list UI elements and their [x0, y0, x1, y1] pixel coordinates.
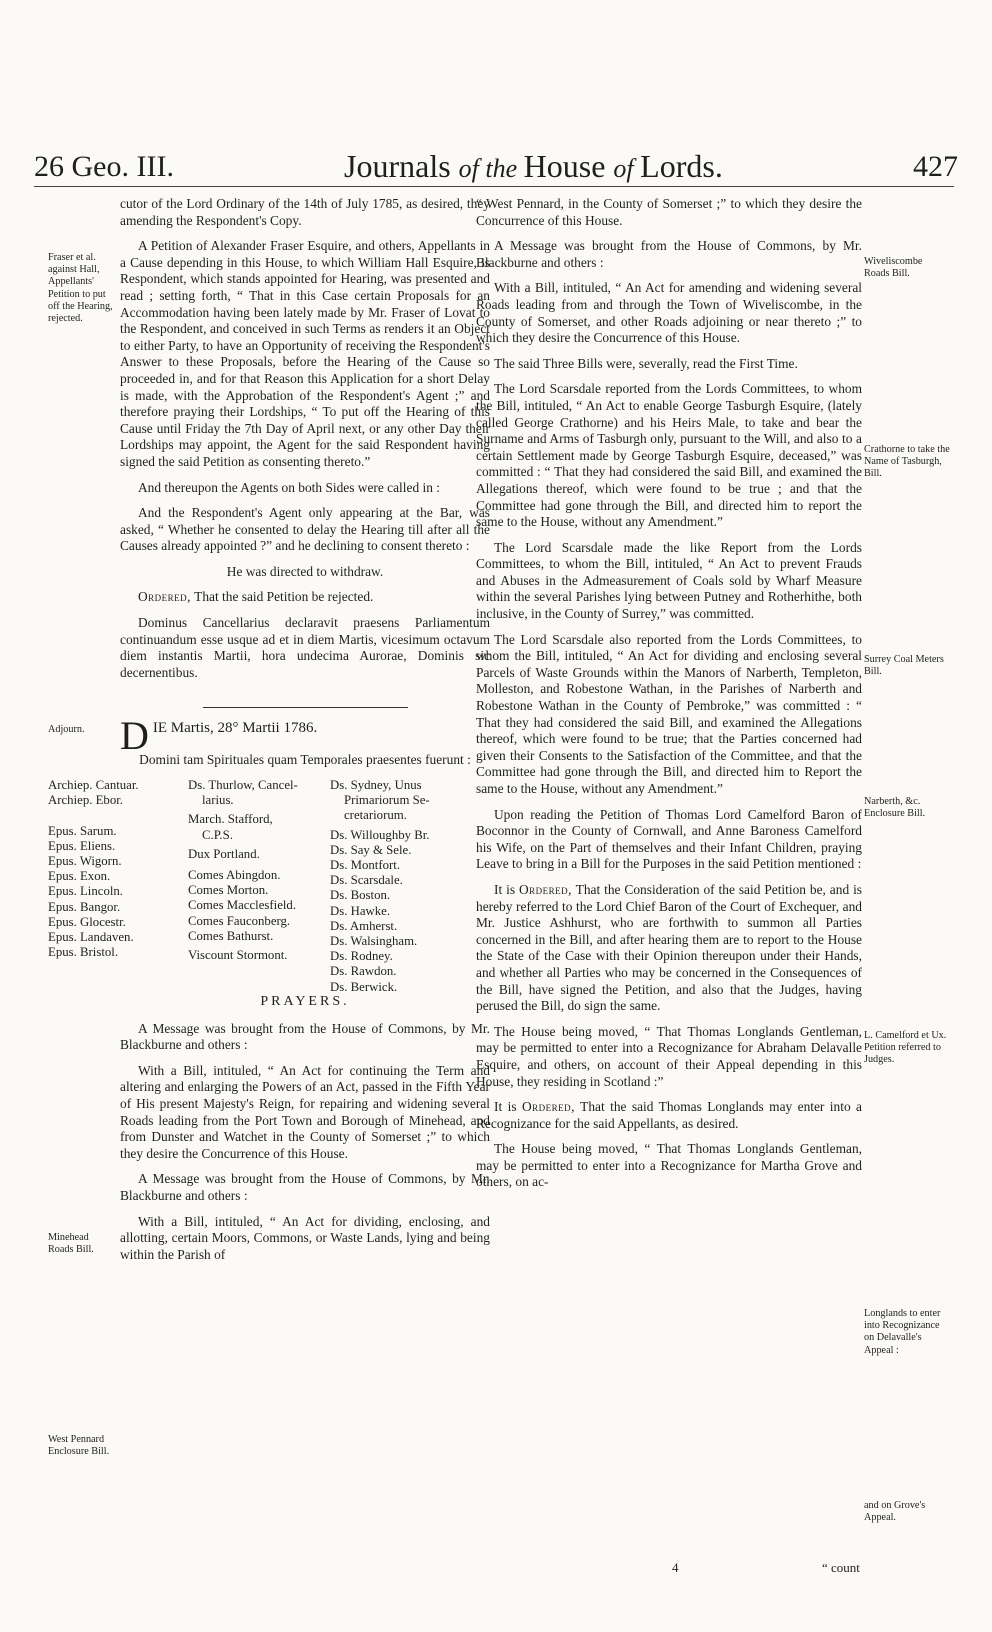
member: Primariorum Se-: [344, 793, 430, 808]
narberth-report: The Lord Scarsdale also reported from the Lords Committees, to whom the Bill, intituled, “ An Act for dividing and enclosing several Parcels of Waste Grounds within the Manors of Narberth, Templeton, Molleston, and Robestone Wathan, in the Parishes of Narberth and Robestone Wathan in the County of Pembroke,” was committed : “ That they had considered the said Bill, and examined the Allegations thereof, which were found to be true; that the Parties concerned had given their Consents to the Satisfaction of the Committee, and that the Committee had gone through the Bill, and directed him to Report the same to the House, without any Amendment.”: [476, 631, 862, 796]
pennard-bill: With a Bill, intituled, “ An Act for dividing, enclosing, and allotting, certain Moors, Commons, or Waste Lands, lying and being within the Parish of: [120, 1213, 490, 1262]
agent-asked: And the Respondent's Agent only appearing at the Bar, was asked, “ Whether he consented to delay the Hearing till after all the Causes already appointed ?” and he declining to consent thereto :: [120, 505, 490, 554]
margin-note-grove: and on Grove's Appeal.: [864, 1500, 926, 1524]
member: Comes Abingdon.: [188, 868, 281, 883]
member: Ds. Rodney.: [330, 949, 393, 964]
coal-report: The Lord Scarsdale made the like Report from the Lords Committees, to whom the Bill, intituled, “ An Act to prevent Frauds and Abuses in the Admeasurement of Coals sold by Wharf Measure within the several Parishes lying between Putney and Rotherhithe, both inclusive, in the County of Surrey,” was committed.: [476, 539, 862, 622]
member: Epus. Bristol.: [48, 945, 119, 960]
margin-note-crathorne: Crathorne to take the Name of Tasburgh, Bill.: [864, 444, 950, 480]
margin-note-pennard: West Pennard Enclosure Bill.: [48, 1434, 110, 1458]
member: Epus. Exon.: [48, 869, 111, 884]
member: Ds. Montfort.: [330, 858, 401, 873]
catchword: “ count: [822, 1560, 860, 1575]
member: Ds. Rawdon.: [330, 964, 397, 979]
die-dropcap: D: [120, 713, 149, 759]
margin-note-camelford: L. Camelford et Ux. Petition referred to Judges.: [864, 1030, 947, 1066]
minehead-message: A Message was brought from the House of Commons, by Mr. Blackburne and others :: [120, 1020, 490, 1053]
ordered-label: Ordered,: [521, 1099, 575, 1115]
domini-line: Domini tam Spirituales quam Temporales praesentes fuerunt :: [139, 752, 471, 768]
journal-title: [344, 148, 723, 185]
grove-motion: The House being moved, “ That Thomas Longlands Gentleman, may be permitted to enter into a Recognizance for Martha Grove and others, on ac-: [476, 1141, 862, 1190]
member: Epus. Wigorn.: [48, 854, 122, 869]
members-list: [48, 778, 490, 994]
margin-note-adjourn: Adjourn.: [48, 724, 85, 735]
member: Epus. Lincoln.: [48, 884, 123, 899]
wivelis-bill: With a Bill, intituled, “ An Act for amending and widening several Roads leading from and through the Town of Wiveliscombe, in the County of Somerset, and other Roads adjoining or near thereto ;” to which they desire the Concurrence of this House.: [476, 280, 862, 346]
order-prefix: It is: [494, 1099, 522, 1115]
member: Ds. Say & Sele.: [330, 842, 412, 857]
member: March. Stafford,: [188, 812, 273, 827]
order-text: That the Consideration of the said Petition be, and is hereby referred to the Lord Chief Baron of the Court of Exchequer, and Mr. Justice Ashhurst, who are forthwith to summon all Parties concerned in the Bill, and after hearing them are to report to the House the State of the Case with their Opinion thereupon under their Hands, and whether all Parties who may be concerned in the Consequences of the Bill, have signed the Petition, and also that the Judges, having perused the Bill, do sign the same.: [476, 881, 862, 1014]
right-column: [476, 196, 862, 1200]
running-head: [0, 146, 992, 186]
three-bills-read: The said Three Bills were, severally, read the First Time.: [494, 355, 798, 371]
title-word-house: House: [523, 148, 614, 184]
member: Epus. Landaven.: [48, 930, 134, 945]
adjournment-latin: Dominus Cancellarius declaravit praesens Parliamentum continuandum esse usque ad et in diem Martis, vicesimum octavum diem instantis Martii, hora undecima Aurorae, Dominis sic decernentibus.: [120, 615, 490, 680]
member: Ds. Scarsdale.: [330, 873, 403, 888]
longlands-order: [476, 1099, 862, 1132]
member: Ds. Hawke.: [330, 903, 391, 918]
member: Ds. Willoughby Br.: [330, 827, 430, 842]
title-word-the: the: [485, 154, 524, 183]
member: Epus. Eliens.: [48, 838, 116, 853]
prayers-heading: PRAYERS.: [260, 994, 350, 1010]
member: Comes Morton.: [188, 883, 269, 898]
margin-note-longlands: Longlands to enter into Recognizance on Delavalle's Appeal :: [864, 1308, 941, 1356]
member: Comes Fauconberg.: [188, 913, 291, 928]
member: Comes Macclesfield.: [188, 898, 297, 913]
members-column-spiritual: [48, 778, 188, 960]
page-number: 427: [913, 150, 958, 183]
right-para-0: “ West Pennard, in the County of Somerset ;” to which they desire the Concurrence of this House.: [476, 196, 862, 228]
member: Ds. Sydney, Unus: [330, 778, 422, 793]
title-word-of-2: of: [613, 154, 641, 183]
member: Archiep. Ebor.: [48, 793, 123, 808]
regnal-year: 26 Geo. III.: [34, 150, 174, 183]
title-word-journals: Journals: [344, 148, 459, 184]
ordered-label: Ordered,: [518, 881, 572, 897]
signature-mark: 4: [672, 1560, 679, 1575]
camelford-order: [476, 882, 862, 1015]
order-text: That the said Thomas Longlands may enter into a Recognizance for the said Appellants, as desired.: [476, 1099, 862, 1131]
margin-note-minehead: Minehead Roads Bill.: [48, 1232, 94, 1256]
member: Ds. Berwick.: [330, 979, 398, 994]
longlands-motion: The House being moved, “ That Thomas Longlands Gentleman, may be permitted to enter into a Recognizance for Abraham Delavalle Esquire, and others, on account of their Appeal depending in this House, they residing in Scotland :”: [476, 1023, 862, 1089]
member: Ds. Amherst.: [330, 918, 398, 933]
margin-note-fraser: Fraser et al. against Hall, Appellants' Petition to put off the Hearing, rejected.: [48, 252, 113, 325]
members-column-temporal-1: [188, 778, 328, 963]
member: Ds. Boston.: [330, 888, 391, 903]
title-word-of: of: [458, 154, 486, 183]
ordered-rejected: [120, 589, 490, 606]
member: Epus. Glocestr.: [48, 914, 126, 929]
margin-note-surrey: Surrey Coal Meters Bill.: [864, 654, 944, 678]
ordered-label: Ordered,: [138, 589, 192, 605]
section-rule: [203, 707, 408, 708]
member: C.P.S.: [202, 827, 233, 842]
pennard-message: A Message was brought from the House of Commons, by Mr. Blackburne and others :: [120, 1171, 490, 1203]
member: Viscount Stormont.: [188, 948, 288, 963]
margin-note-narberth: Narberth, &c. Enclosure Bill.: [864, 796, 926, 820]
member-gap: [48, 808, 188, 823]
minehead-bill: With a Bill, intituled, “ An Act for continuing the Term and altering and enlarging the Powers of an Act, passed in the Fifth Year of His present Majesty's Reign, for repairing and widening several Roads leading from the Port Town and Borough of Minehead, and from Dunster and Watchet in the County of Somerset ;” to which they desire the Concurrence of this House.: [120, 1062, 490, 1161]
tasburgh-report: The Lord Scarsdale reported from the Lords Committees, to whom the Bill, intituled, “ An Act to enable George Tasburgh Esquire, (lately called George Crathorne) and his Heirs Male, to take and bear the Surname and Arms of Tasburgh only, pursuant to the Will, and also to a certain Settlement made by George Tasburgh Esquire, deceased,” was committed : “ That they had considered the said Bill, and examined the Allegations thereof, which were found to be true ; and that the Committee had gone through the Bill, and directed him to report the same to the House, without any Amendment.”: [476, 381, 862, 530]
member: Epus. Bangor.: [48, 899, 121, 914]
wivelis-message: A Message was brought from the House of Commons, by Mr. Blackburne and others :: [476, 238, 862, 270]
ordered-text: That the said Petition be rejected.: [191, 589, 374, 605]
title-word-lords: Lords.: [640, 148, 723, 184]
withdraw-line: He was directed to withdraw.: [226, 563, 384, 579]
order-prefix: It is: [494, 881, 519, 897]
member: Dux Portland.: [188, 846, 260, 861]
member: Comes Bathurst.: [188, 928, 274, 943]
member: Ds. Walsingham.: [330, 934, 418, 949]
member: Ds. Thurlow, Cancel-: [188, 778, 298, 793]
member: Archiep. Cantuar.: [48, 778, 139, 793]
die-heading: [120, 713, 490, 759]
member: cretariorum.: [344, 808, 407, 823]
member: Epus. Sarum.: [48, 823, 117, 838]
fraser-petition: A Petition of Alexander Fraser Esquire, and others, Appellants in a Cause depending in this House, to which William Hall Esquire, is Respondent, which stands appointed for Hearing, was presented and read ; setting forth, “ That in this Case certain Proposals for an Accommodation having been lately made by Mr. Fraser of Lovat to the Respondent, and conceived in such Terms as renders it an Object to either Party, to have an Opportunity of receiving the Respondent's Answer to these Proposals, before the Hearing of the Cause so proceeded in, and for that Reason this Application for a short Delay is made, with the Approbation of the Respondent's Agent ;” and therefore praying their Lordships, “ To put off the Hearing of this Cause until Friday the 7th Day of April next, or any other Day their Lordships may appoint, the Agent for the said Respondent having signed the said Petition as consenting thereto.”: [120, 238, 490, 469]
member: larius.: [202, 793, 234, 808]
margin-note-wiveliscombe: Wiveliscombe Roads Bill.: [864, 256, 923, 280]
members-column-temporal-2: [330, 778, 470, 995]
left-para-0: cutor of the Lord Ordinary of the 14th of July 1785, as desired, they amending the Respondent's Copy.: [120, 196, 490, 228]
agents-called: And thereupon the Agents on both Sides were called in :: [138, 479, 440, 495]
die-text: IE Martis, 28° Martii 1786.: [152, 720, 318, 737]
camelford-petition: Upon reading the Petition of Thomas Lord Camelford Baron of Boconnor in the County of Cornwall, and Anne Baroness Camelford his Wife, on the Part of themselves and their Infant Children, praying Leave to bring in a Bill for the Purposes in the said Petition mentioned :: [476, 806, 862, 872]
header-rule: [34, 186, 954, 187]
